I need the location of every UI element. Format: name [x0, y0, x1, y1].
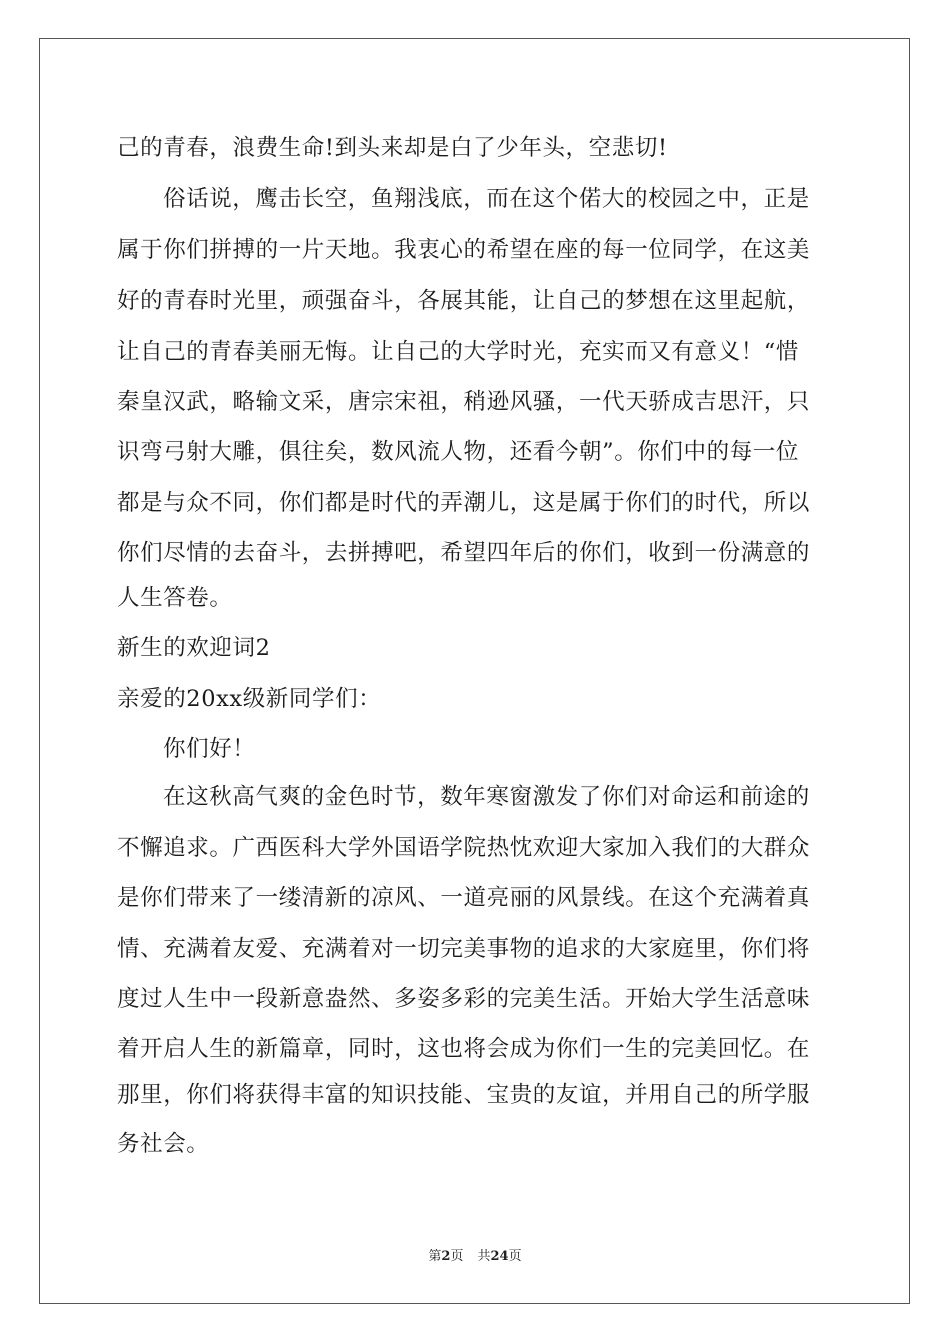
page-footer	[0, 1248, 950, 1266]
paragraph-line: 让自己的青春美丽无悔。让自己的大学时光，充实而又有意义！“惜	[117, 339, 800, 365]
paragraph-line: 好的青春时光里，顽强奋斗，各展其能，让自己的梦想在这里起航，	[117, 288, 811, 314]
paragraph-line: 度过人生中一段新意盎然、多姿多彩的完美生活。开始大学生活意味	[117, 986, 811, 1012]
paragraph-line: 都是与众不同，你们都是时代的弄潮儿，这是属于你们的时代，所以	[117, 490, 811, 516]
paragraph-line: 你们尽情的去奋斗，去拼搏吧，希望四年后的你们，收到一份满意的	[117, 540, 811, 566]
salutation: 亲爱的20xx级新同学们：	[117, 686, 382, 712]
footer-page-suffix: 页	[450, 1249, 464, 1264]
footer-page-prefix: 第	[428, 1249, 442, 1264]
paragraph-line: 着开启人生的新篇章，同时，这也将会成为你们一生的完美回忆。在	[117, 1036, 811, 1062]
footer-total-prefix: 共	[477, 1249, 491, 1264]
paragraph-line: 人生答卷。	[117, 585, 233, 611]
paragraph-line: 务社会。	[117, 1131, 210, 1157]
paragraph-line: 在这秋高气爽的金色时节，数年寒窗激发了你们对命运和前途的	[163, 784, 810, 810]
footer-total-pages: 24	[490, 1249, 509, 1264]
paragraph-line: 属于你们拼搏的一片天地。我衷心的希望在座的每一位同学，在这美	[117, 237, 811, 263]
paragraph-line: 那里，你们将获得丰富的知识技能、宝贵的友谊，并用自己的所学服	[117, 1082, 811, 1108]
footer-total-suffix: 页	[508, 1249, 522, 1264]
paragraph-line: 情、充满着友爱、充满着对一切完美事物的追求的大家庭里，你们将	[117, 936, 811, 962]
paragraph-line: 是你们带来了一缕清新的凉风、一道亮丽的风景线。在这个充满着真	[117, 885, 811, 911]
paragraph-line: 俗话说，鹰击长空，鱼翔浅底，而在这个偌大的校园之中，正是	[163, 186, 810, 212]
section-heading: 新生的欢迎词2	[117, 635, 271, 661]
paragraph-line: 己的青春，浪费生命!到头来却是白了少年头，空悲切!	[117, 135, 668, 161]
paragraph-line: 秦皇汉武，略输文采，唐宗宋祖，稍逊风骚，一代天骄成吉思汗，只	[117, 389, 811, 415]
paragraph-line: 不懈追求。广西医科大学外国语学院热忱欢迎大家加入我们的大群众	[117, 835, 811, 861]
page-border	[39, 38, 910, 1304]
footer-page-number: 2	[441, 1249, 451, 1264]
paragraph-line: 识弯弓射大雕，俱往矣，数风流人物，还看今朝”。你们中的每一位	[117, 439, 800, 465]
greeting: 你们好！	[163, 736, 256, 762]
